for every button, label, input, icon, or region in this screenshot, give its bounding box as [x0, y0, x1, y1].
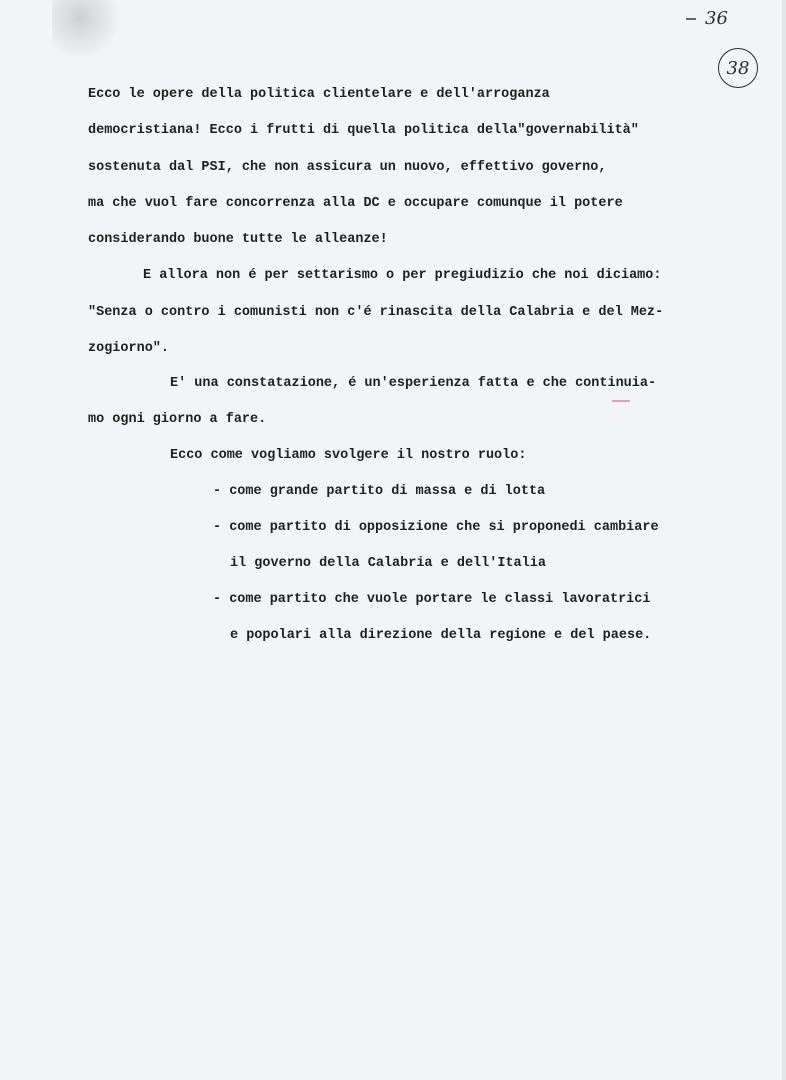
text-line-11: Ecco come vogliamo svolgere il nostro ruolo:	[170, 448, 527, 463]
text-line-9: E' una constatazione, é un'esperienza fatta e che continuia-	[170, 376, 657, 391]
text-line-2: democristiana! Ecco i frutti di quella politica della"governabilità"	[88, 123, 639, 138]
paper-smudge	[52, 0, 122, 60]
text-line-7: "Senza o contro i comunisti non c'é rinascita della Calabria e del Mez-	[88, 305, 664, 320]
text-line-12: - come grande partito di massa e di lotta	[213, 484, 546, 499]
text-line-5: considerando buone tutte le alleanze!	[88, 232, 388, 247]
circled-folio-number: 38	[718, 48, 758, 88]
text-line-14: il governo della Calabria e dell'Italia	[230, 556, 546, 571]
text-line-10: mo ogni giorno a fare.	[88, 412, 267, 427]
handwritten-page-number: 36	[705, 8, 728, 29]
text-line-16: e popolari alla direzione della regione e del paese.	[230, 628, 652, 643]
pencil-mark	[612, 400, 630, 402]
text-line-1: Ecco le opere della politica clientelare e dell'arroganza	[88, 87, 550, 102]
text-line-8: zogiorno".	[88, 341, 170, 356]
text-line-4: ma che vuol fare concorrenza alla DC e occupare comunque il potere	[88, 196, 623, 211]
text-line-3: sostenuta dal PSI, che non assicura un nuovo, effettivo governo,	[88, 160, 607, 175]
text-line-6: E allora non é per settarismo o per pregiudizio che noi diciamo:	[143, 268, 662, 283]
page-edge	[782, 0, 786, 1080]
text-line-13: - come partito di opposizione che si proponedi cambiare	[213, 520, 659, 535]
text-line-15: - come partito che vuole portare le classi lavoratrici	[213, 592, 651, 607]
handwritten-dash-mark	[686, 18, 696, 20]
